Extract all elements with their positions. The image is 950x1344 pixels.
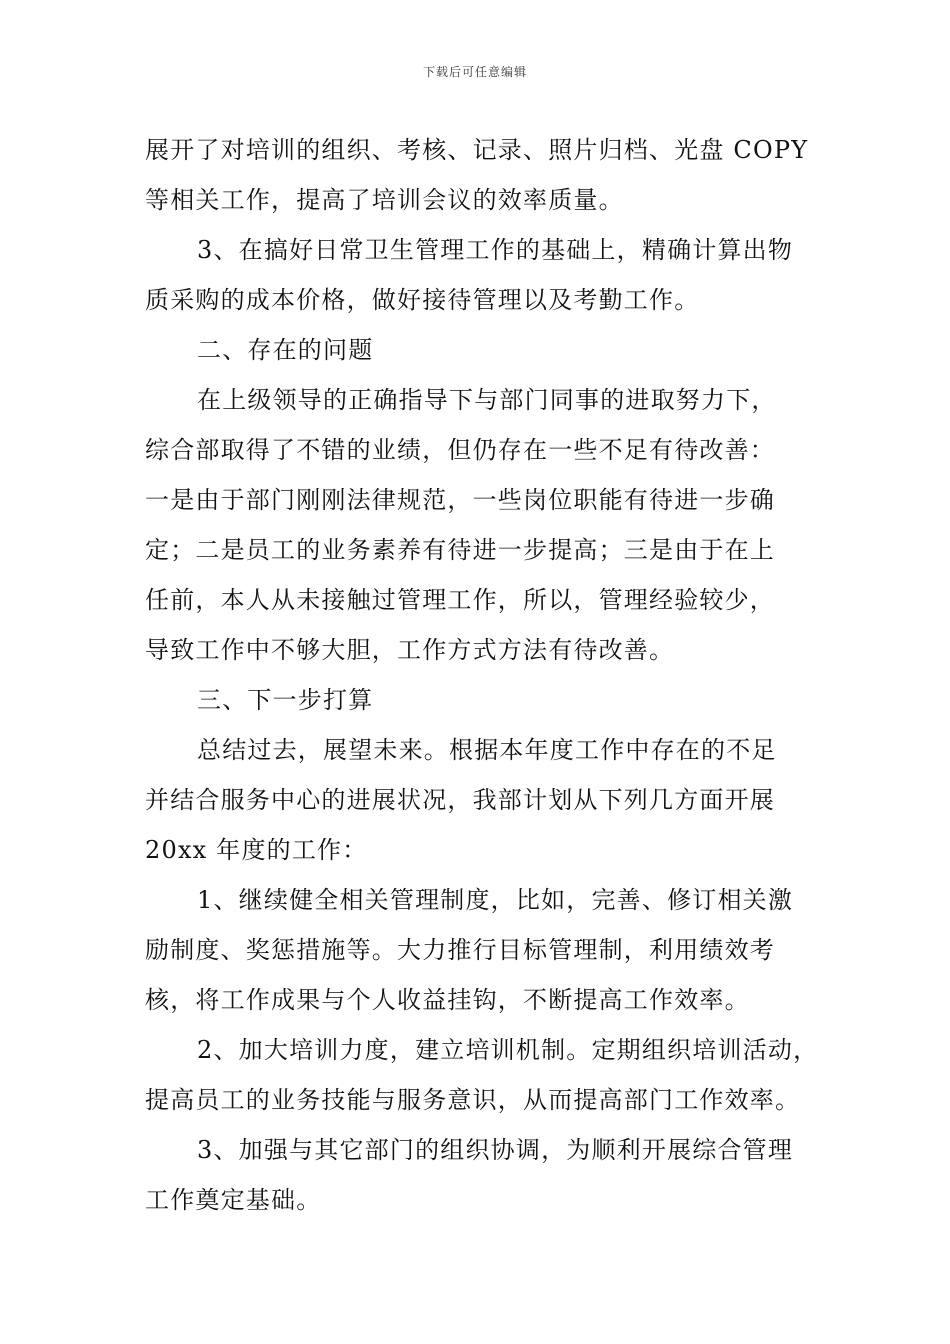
- text-line: 核，将工作成果与个人收益挂钩，不断提高工作效率。: [145, 986, 750, 1014]
- text-line: 工作奠定基础。: [145, 1186, 322, 1214]
- text-line: 导致工作中不够大胆，工作方式方法有待改善。: [145, 636, 675, 664]
- page-header: 下载后可任意编辑: [422, 65, 527, 79]
- paragraph-plan-2: [145, 1025, 819, 1125]
- paragraph-plan-1: [145, 875, 810, 1025]
- text-line: 总结过去，展望未来。根据本年度工作中存在的不足: [197, 736, 777, 764]
- text-line: 二、存在的问题: [197, 336, 374, 364]
- text-line: 3、在搞好日常卫生管理工作的基础上，精确计算出物: [197, 236, 794, 264]
- text-line: 综合部取得了不错的业绩，但仍存在一些不足有待改善：: [145, 436, 775, 464]
- text-line: 并结合服务中心的进展状况，我部计划从下列几方面开展: [145, 786, 775, 814]
- text-line: 提高员工的业务技能与服务意识，从而提高部门工作效率。: [145, 1086, 801, 1114]
- text-line: 三、下一步打算: [197, 686, 374, 714]
- section-heading-next-steps: [145, 675, 810, 725]
- text-line: 1、继续健全相关管理制度，比如，完善、修订相关激: [197, 886, 794, 914]
- paragraph-summary: [145, 725, 810, 875]
- text-line: 任前，本人从未接触过管理工作，所以，管理经验较少，: [145, 586, 775, 614]
- text-line: 等相关工作，提高了培训会议的效率质量。: [145, 186, 624, 214]
- text-line: 励制度、奖惩措施等。大力推行目标管理制，利用绩效考: [145, 936, 775, 964]
- paragraph-item-3: [145, 225, 810, 325]
- text-line: 在上级领导的正确指导下与部门同事的进取努力下，: [197, 386, 777, 414]
- paragraph-continuation: [145, 125, 810, 225]
- document-body: [145, 125, 819, 1225]
- text-line: 展开了对培训的组织、考核、记录、照片归档、光盘 COPY: [145, 136, 809, 164]
- text-line: 20xx 年度的工作：: [145, 836, 368, 864]
- text-line: 质采购的成本价格，做好接待管理以及考勤工作。: [145, 286, 700, 314]
- text-line: 3、加强与其它部门的组织协调，为顺利开展综合管理: [197, 1136, 794, 1164]
- text-line: 定；二是员工的业务素养有待进一步提高；三是由于在上: [145, 536, 775, 564]
- text-line: 2、加大培训力度，建立培训机制。定期组织培训活动，: [197, 1036, 819, 1064]
- section-heading-problems: [145, 325, 810, 375]
- text-line: 一是由于部门刚刚法律规范，一些岗位职能有待进一步确: [145, 486, 775, 514]
- paragraph-problems: [145, 375, 810, 675]
- paragraph-plan-3: [145, 1125, 810, 1225]
